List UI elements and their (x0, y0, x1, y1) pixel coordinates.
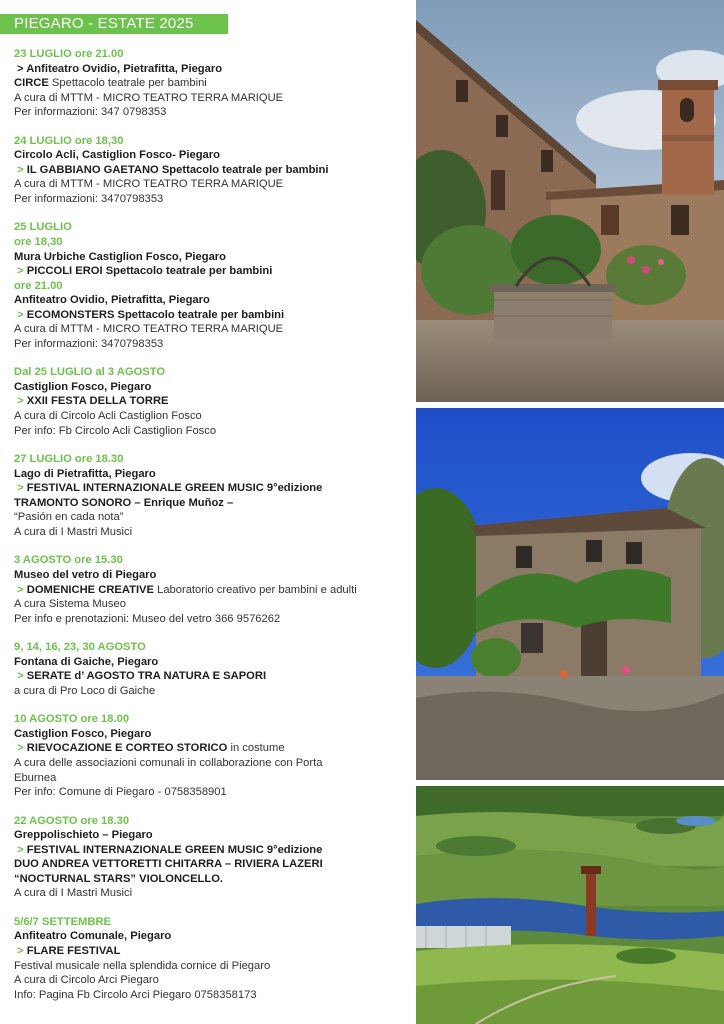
event-curated: A cura delle associazioni comunali in collaborazione con Porta (14, 756, 323, 769)
arrow-icon: > (17, 843, 24, 856)
event-venue: Fontana di Gaiche, Piegaro (14, 655, 159, 668)
courtyard-image (416, 0, 724, 402)
event-info: Info: Pagina Fb Circolo Arci Piegaro 0758358173 (14, 988, 257, 1001)
event-title-rest: Spettacolo teatrale per bambini (48, 77, 207, 90)
event-item (14, 134, 410, 207)
event-date: 25 LUGLIO (14, 221, 72, 234)
stone-house-image (416, 408, 724, 780)
event-title-bold: CIRCE (14, 77, 49, 90)
event-title-rest: Laboratorio creativo per bambini e adulti (153, 583, 357, 596)
event-item (14, 915, 410, 1002)
event-venue: Circolo Acli, Castiglion Fosco- Piegaro (14, 149, 220, 162)
event-venue: Greppolischieto – Piegaro (14, 829, 153, 842)
event-venue: Museo del vetro di Piegaro (14, 568, 157, 581)
landscape-image (416, 786, 724, 1024)
event-item (14, 220, 410, 351)
event-title-line (14, 394, 410, 409)
event-date: 27 LUGLIO ore 18.30 (14, 453, 124, 466)
event-curated: A cura di Circolo Acli Castiglion Fosco (14, 410, 202, 423)
event-list (14, 47, 410, 1016)
event-venue: Anfiteatro Comunale, Piegaro (14, 930, 172, 943)
event-curated: A cura di I Mastri Musici (14, 887, 133, 900)
event-curated: a cura di Pro Loco di Gaiche (14, 684, 156, 697)
event-subtitle: TRAMONTO SONORO – Enrique Muñoz – (14, 496, 234, 509)
event-date: 10 AGOSTO ore 18.00 (14, 713, 130, 726)
event-title-line (14, 583, 410, 598)
event-info: Per informazioni: 3470798353 (14, 337, 164, 350)
event-title-bold: RIEVOCAZIONE E CORTEO STORICO (26, 742, 228, 755)
event-venue: Castiglion Fosco, Piegaro (14, 727, 152, 740)
event-title-line (14, 944, 410, 959)
event-subtitle: “NOCTURNAL STARS” VIOLONCELLO. (14, 872, 224, 885)
event-title: ECOMONSTERS Spettacolo teatrale per bambini (26, 308, 285, 321)
event-subtitle: DUO ANDREA VETTORETTI CHITARRA – RIVIERA LAZERI (14, 858, 323, 871)
event-date: Dal 25 LUGLIO al 3 AGOSTO (14, 366, 166, 379)
event-description: Festival musicale nella splendida cornice di Piegaro (14, 959, 271, 972)
event-curated: A cura di MTTM - MICRO TEATRO TERRA MARIQUE (14, 323, 284, 336)
event-date: 23 LUGLIO ore 21.00 (14, 48, 124, 60)
event-title: XXII FESTA DELLA TORRE (26, 395, 169, 408)
event-venue: > Anfiteatro Ovidio, Pietrafitta, Piegaro (17, 62, 223, 75)
event-venue: Mura Urbiche Castiglion Fosco, Piegaro (14, 250, 226, 263)
page-title: PIEGARO - ESTATE 2025 (0, 14, 228, 34)
event-title: SERATE d’ AGOSTO TRA NATURA E SAPORI (26, 670, 267, 683)
event-title: FESTIVAL INTERNAZIONALE GREEN MUSIC 9°edizione (26, 843, 323, 856)
event-item (14, 553, 410, 626)
event-title-line (14, 669, 410, 684)
event-item (14, 47, 410, 120)
event-title-rest: in costume (227, 742, 285, 755)
event-venue: Lago di Pietrafitta, Piegaro (14, 467, 156, 480)
event-item (14, 640, 410, 698)
event-title: FESTIVAL INTERNAZIONALE GREEN MUSIC 9°edizione (26, 482, 323, 495)
arrow-icon: > (17, 583, 24, 596)
event-info: Per info: Fb Circolo Acli Castiglion Fosco (14, 424, 217, 437)
event-curated: A cura di Circolo Arci Piegaro (14, 974, 159, 987)
arrow-icon: > (17, 308, 24, 321)
photo-courtyard (416, 0, 724, 402)
event-info: Per informazioni: 3470798353 (14, 192, 164, 205)
event-info: Per info e prenotazioni: Museo del vetro 366 9576262 (14, 612, 281, 625)
arrow-icon: > (17, 265, 24, 278)
event-item (14, 365, 410, 438)
event-item (14, 452, 410, 539)
arrow-icon: > (17, 163, 24, 176)
event-curated: A cura di MTTM - MICRO TEATRO TERRA MARIQUE (14, 178, 284, 191)
event-venue: Anfiteatro Ovidio, Pietrafitta, Piegaro (14, 294, 210, 307)
event-title: FLARE FESTIVAL (26, 944, 121, 957)
event-title-line (14, 163, 410, 178)
photo-landscape (416, 786, 724, 1024)
arrow-icon: > (17, 742, 24, 755)
event-item (14, 814, 410, 901)
photo-stone-house (416, 408, 724, 780)
event-title-bold: DOMENICHE CREATIVE (26, 583, 154, 596)
arrow-icon: > (17, 395, 24, 408)
event-date: 9, 14, 16, 23, 30 AGOSTO (14, 641, 146, 654)
event-item (14, 712, 410, 799)
event-title-line (14, 308, 410, 323)
event-curated-cont: Eburnea (14, 771, 57, 784)
event-curated: A cura di I Mastri Musici (14, 525, 133, 538)
event-curated: A cura Sistema Museo (14, 598, 126, 611)
arrow-icon: > (17, 944, 24, 957)
event-info: Per informazioni: 347 0798353 (14, 106, 167, 119)
event-title-line (14, 741, 410, 756)
event-time: ore 18,30 (14, 236, 63, 249)
event-curated: A cura di MTTM - MICRO TEATRO TERRA MARIQUE (14, 91, 284, 104)
event-title: IL GABBIANO GAETANO Spettacolo teatrale per bambini (26, 163, 329, 176)
event-title-line (14, 481, 410, 496)
event-time: ore 21.00 (14, 279, 63, 292)
event-date: 24 LUGLIO ore 18,30 (14, 134, 124, 147)
event-title-line (14, 843, 410, 858)
event-date: 5/6/7 SETTEMBRE (14, 915, 111, 928)
arrow-icon: > (17, 670, 24, 683)
event-title: PICCOLI EROI Spettacolo teatrale per bambini (26, 265, 273, 278)
event-venue: Castiglion Fosco, Piegaro (14, 380, 152, 393)
photo-column (416, 0, 724, 1024)
event-title (14, 76, 410, 91)
event-info: Per info: Comune di Piegaro - 0758358901 (14, 786, 227, 799)
event-quote: “Pasión en cada nota” (14, 511, 124, 524)
event-title-line (14, 264, 410, 279)
event-date: 3 AGOSTO ore 15.30 (14, 554, 123, 567)
arrow-icon: > (17, 482, 24, 495)
event-date: 22 AGOSTO ore 18.30 (14, 814, 130, 827)
